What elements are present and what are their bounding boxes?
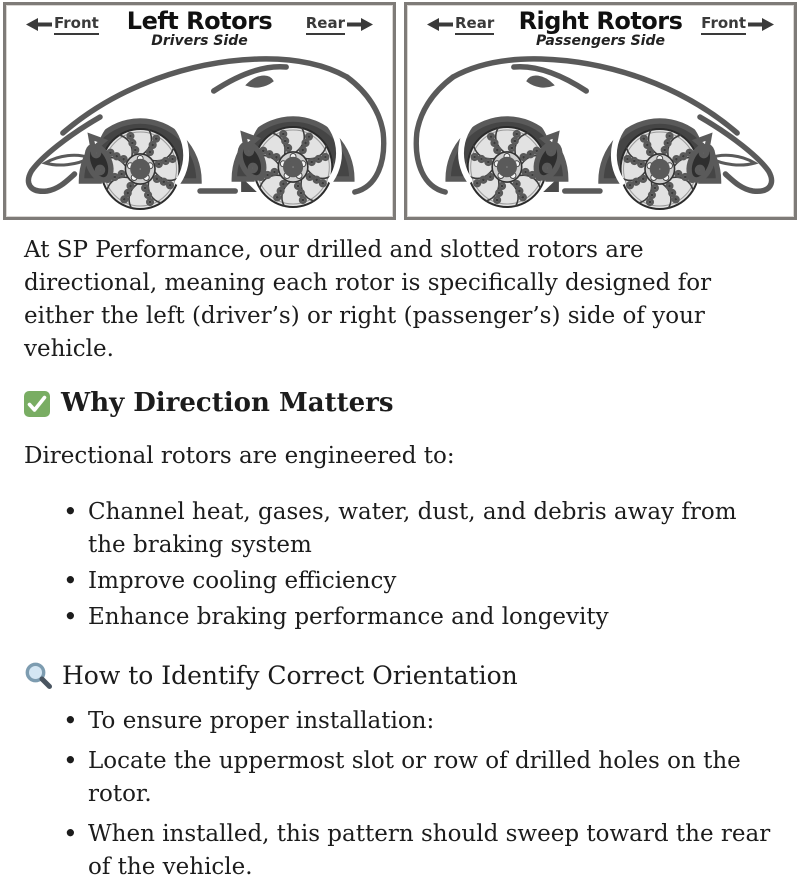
- article-body: [0, 220, 800, 884]
- rotation-label: Rotation: [109, 95, 184, 125]
- list-item: • To ensure proper installation:: [62, 705, 780, 738]
- arrow-right-icon: [347, 18, 373, 31]
- rotation-label: Rotation: [605, 95, 671, 139]
- left-rotors-panel: [3, 2, 396, 220]
- orientation-steps-list: [24, 705, 780, 884]
- front-label-text: Front: [54, 14, 99, 35]
- list-item: • Channel heat, gases, water, dust, and debris away from the braking system: [62, 496, 780, 562]
- left-panel-title: Left Rotors: [126, 7, 273, 35]
- check-mark-icon: [24, 391, 50, 417]
- left-panel-subtitle: Drivers Side: [151, 33, 248, 49]
- list-item: • When installed, this pattern should sweep toward the rear of the vehicle.: [62, 818, 780, 884]
- rear-label-text: Rear: [306, 14, 345, 35]
- lead-sentence: Directional rotors are engineered to:: [24, 443, 455, 469]
- intro-paragraph: At SP Performance, our drilled and slotted rotors are directional, meaning each rotor is specifically designed for either the left (driver’s) or right (passenger’s) side of your vehicle.: [24, 237, 712, 362]
- rotation-label: Rotation: [262, 93, 336, 123]
- benefits-list: [24, 496, 780, 634]
- front-direction-label: [701, 14, 774, 35]
- right-panel-subtitle: Passengers Side: [536, 33, 665, 49]
- magnifying-glass-icon: [24, 661, 54, 691]
- section-title: Why Direction Matters: [61, 388, 394, 418]
- section-why-direction-matters-heading: [24, 387, 780, 420]
- arrow-right-icon: [748, 18, 774, 31]
- front-label-text: Front: [701, 14, 746, 35]
- list-item: • Enhance braking performance and longevity: [62, 601, 780, 634]
- section-identify-orientation-heading: [24, 659, 780, 692]
- rear-label-text: Rear: [455, 14, 494, 35]
- right-rotors-panel: [404, 2, 797, 220]
- section-title: How to Identify Correct Orientation: [62, 661, 518, 690]
- rotor-direction-diagram: [0, 0, 800, 220]
- rotation-label: Rotation: [452, 93, 519, 137]
- rear-direction-label: [306, 14, 373, 35]
- list-item: • Locate the uppermost slot or row of drilled holes on the rotor.: [62, 745, 780, 811]
- right-panel-title: Right Rotors: [518, 7, 683, 35]
- list-item: • Improve cooling efficiency: [62, 565, 780, 598]
